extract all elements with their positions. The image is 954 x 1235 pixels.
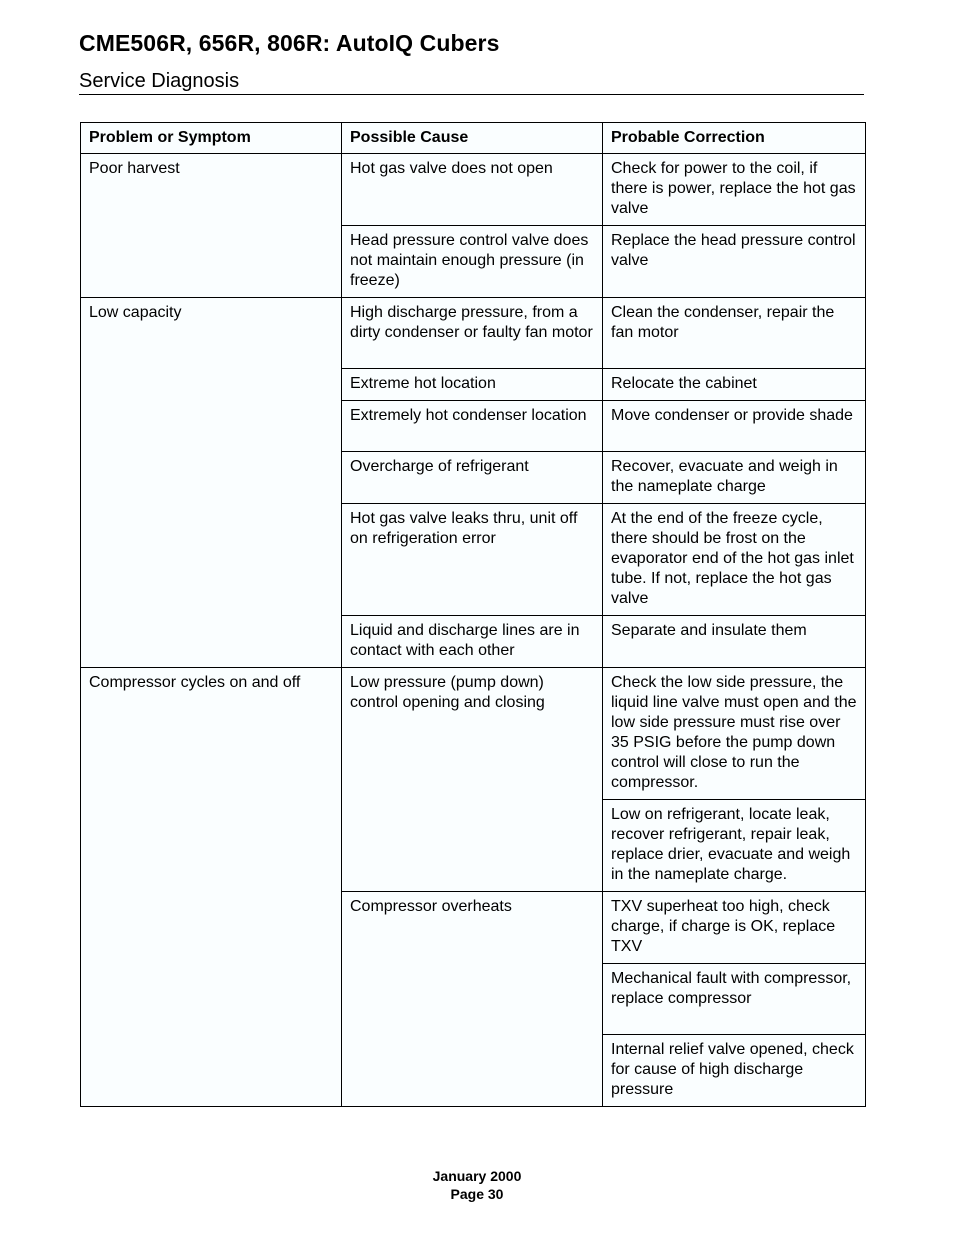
correction-cell: At the end of the freeze cycle, there should be frost on the evaporator end of the hot gas inlet tube. If not, replace the hot gas valve	[603, 504, 866, 616]
cause-cell: Hot gas valve leaks thru, unit off on refrigeration error	[342, 504, 603, 616]
correction-cell: Recover, evacuate and weigh in the nameplate charge	[603, 452, 866, 504]
correction-cell: Check the low side pressure, the liquid line valve must open and the low side pressure must rise over 35 PSIG before the pump down control will close to run the compressor.	[603, 668, 866, 800]
correction-cell: Check for power to the coil, if there is power, replace the hot gas valve	[603, 154, 866, 226]
column-header-symptom: Problem or Symptom	[81, 123, 342, 154]
symptom-cell: Compressor cycles on and off	[81, 668, 342, 1107]
table-row	[81, 154, 866, 226]
correction-cell: Mechanical fault with compressor, replace compressor	[603, 964, 866, 1035]
correction-cell: Low on refrigerant, locate leak, recover refrigerant, repair leak, replace drier, evacuate and weigh in the nameplate charge.	[603, 800, 866, 892]
column-header-correction: Probable Correction	[603, 123, 866, 154]
correction-cell: Separate and insulate them	[603, 616, 866, 668]
correction-cell: Move condenser or provide shade	[603, 401, 866, 452]
cause-cell: Head pressure control valve does not maintain enough pressure (in freeze)	[342, 226, 603, 298]
table-row	[81, 668, 866, 800]
symptom-cell: Low capacity	[81, 298, 342, 668]
title-divider	[79, 94, 864, 95]
table-header-row	[81, 123, 866, 154]
cause-cell: Hot gas valve does not open	[342, 154, 603, 226]
cause-cell: Extremely hot condenser location	[342, 401, 603, 452]
footer-page-number: Page 30	[450, 1186, 504, 1202]
correction-cell: Replace the head pressure control valve	[603, 226, 866, 298]
cause-cell: Extreme hot location	[342, 369, 603, 401]
column-header-cause: Possible Cause	[342, 123, 603, 154]
diagnosis-table	[80, 122, 866, 1107]
page-footer	[0, 1167, 954, 1203]
correction-cell: TXV superheat too high, check charge, if charge is OK, replace TXV	[603, 892, 866, 964]
section-title: Service Diagnosis	[79, 70, 240, 92]
document-title: CME506R, 656R, 806R: AutoIQ Cubers	[79, 30, 500, 56]
symptom-cell: Poor harvest	[81, 154, 342, 298]
table-row	[81, 298, 866, 369]
cause-cell: Liquid and discharge lines are in contact with each other	[342, 616, 603, 668]
cause-cell: High discharge pressure, from a dirty condenser or faulty fan motor	[342, 298, 603, 369]
cause-cell: Overcharge of refrigerant	[342, 452, 603, 504]
correction-cell: Clean the condenser, repair the fan motor	[603, 298, 866, 369]
cause-cell: Compressor overheats	[342, 892, 603, 1107]
footer-date: January 2000	[432, 1168, 522, 1184]
cause-cell: Low pressure (pump down) control opening and closing	[342, 668, 603, 892]
correction-cell: Internal relief valve opened, check for cause of high discharge pressure	[603, 1035, 866, 1107]
correction-cell: Relocate the cabinet	[603, 369, 866, 401]
